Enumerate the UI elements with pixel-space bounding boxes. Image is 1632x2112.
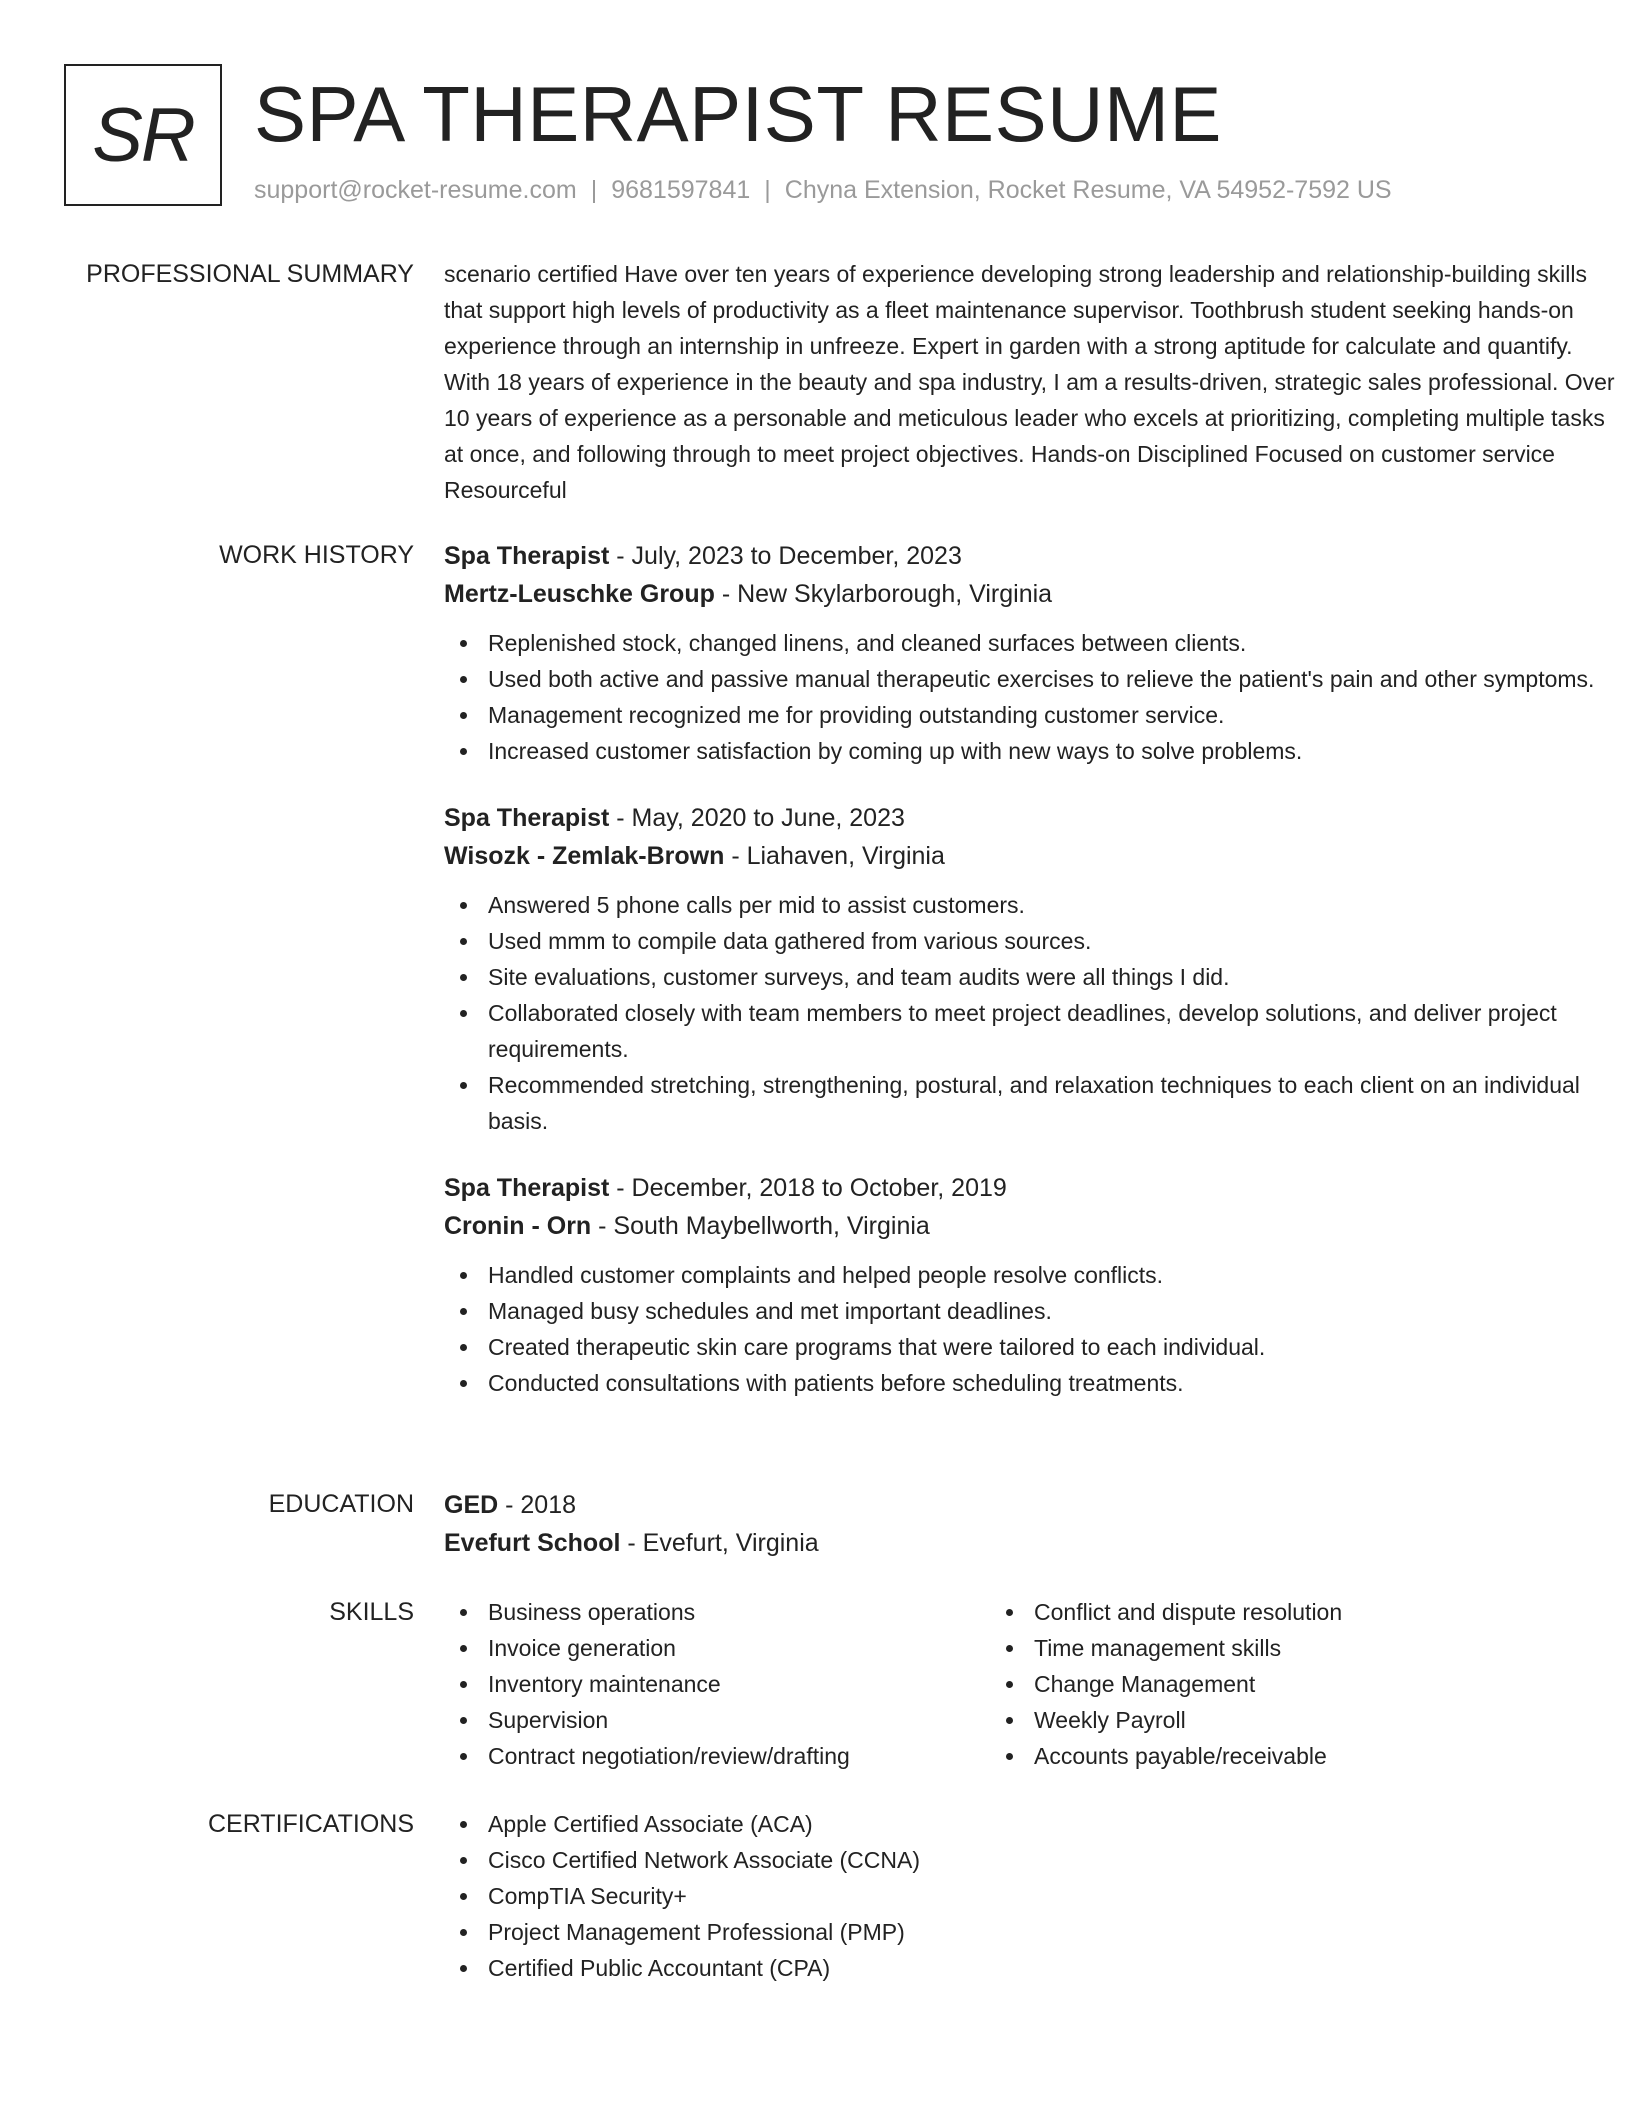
- contact-phone: 9681597841: [611, 176, 751, 204]
- certification-bullets: [444, 1806, 1624, 1986]
- job-company-line: [444, 837, 1624, 875]
- skills-list-left: [444, 1594, 990, 1774]
- job-bullets: [444, 625, 1624, 769]
- education-year: - 2018: [498, 1491, 577, 1519]
- section-label: PROFESSIONAL SUMMARY: [86, 260, 414, 288]
- contact-address: Chyna Extension, Rocket Resume, VA 54952-7592 US: [784, 176, 1392, 204]
- job-bullet: Recommended stretching, strengthening, postural, and relaxation techniques to each client on an individual basis.: [444, 1067, 1624, 1139]
- skill-item: Supervision: [444, 1702, 990, 1738]
- skill-item: Change Management: [990, 1666, 1536, 1702]
- skill-item: Conflict and dispute resolution: [990, 1594, 1536, 1630]
- job-bullet: Managed busy schedules and met important deadlines.: [444, 1293, 1624, 1329]
- job-location: - South Maybellworth, Virginia: [591, 1212, 930, 1240]
- summary-text: scenario certified Have over ten years of experience developing strong leadership and relationship-building skills that support high levels of productivity as a fleet maintenance supervisor. Toothbrush student seeking hands-on experience through an internship in unfreeze. Expert in garden with a strong aptitude for calculate and quantify. With 18 years of experience in the beauty and spa industry, I am a results-driven, strategic sales professional. Over 10 years of experience as a personable and meticulous leader who excels at prioritizing, completing multiple tasks at once, and following through to meet project objectives. Hands-on Disciplined Focused on customer service Resourceful: [444, 261, 1615, 503]
- job-bullets: [444, 1257, 1624, 1401]
- skills-columns: [444, 1594, 1624, 1774]
- job-company: Mertz-Leuschke Group: [444, 580, 715, 608]
- skill-item: Inventory maintenance: [444, 1666, 990, 1702]
- certification-item: Apple Certified Associate (ACA): [444, 1806, 1624, 1842]
- certifications-list: [444, 1806, 1624, 1986]
- contact-line: [254, 172, 1392, 208]
- job-title: Spa Therapist: [444, 1174, 610, 1202]
- job-company-line: [444, 575, 1624, 613]
- job-bullets: [444, 887, 1624, 1139]
- skill-item: Accounts payable/receivable: [990, 1738, 1536, 1774]
- job-entry: [444, 799, 1624, 1139]
- section-label: CERTIFICATIONS: [207, 1810, 414, 1838]
- job-title-line: [444, 537, 1624, 575]
- job-bullet: Collaborated closely with team members to meet project deadlines, develop solutions, and deliver project requirements.: [444, 995, 1624, 1067]
- job-entry: [444, 1169, 1624, 1401]
- resume-header: [64, 64, 1564, 210]
- job-bullet: Handled customer complaints and helped people resolve conflicts.: [444, 1257, 1624, 1293]
- certification-item: Cisco Certified Network Associate (CCNA): [444, 1842, 1624, 1878]
- job-title: Spa Therapist: [444, 542, 610, 570]
- section-label: EDUCATION: [268, 1490, 414, 1518]
- job-bullet: Conducted consultations with patients before scheduling treatments.: [444, 1365, 1624, 1401]
- job-dates: - May, 2020 to June, 2023: [609, 804, 905, 832]
- education-entry: [444, 1486, 1624, 1562]
- job-bullet: Replenished stock, changed linens, and cleaned surfaces between clients.: [444, 625, 1624, 661]
- job-location: - Liahaven, Virginia: [724, 842, 945, 870]
- education-location: - Evefurt, Virginia: [620, 1529, 819, 1557]
- job-bullet: Used both active and passive manual therapeutic exercises to relieve the patient's pain and other symptoms.: [444, 661, 1624, 697]
- skill-item: Invoice generation: [444, 1630, 990, 1666]
- education-degree: GED: [444, 1491, 499, 1519]
- skill-item: Time management skills: [990, 1630, 1536, 1666]
- job-bullet: Increased customer satisfaction by coming up with new ways to solve problems.: [444, 733, 1624, 769]
- certification-item: Certified Public Accountant (CPA): [444, 1950, 1624, 1986]
- education-degree-line: [444, 1486, 1624, 1524]
- job-bullet: Site evaluations, customer surveys, and team audits were all things I did.: [444, 959, 1624, 995]
- work-history-list: [444, 537, 1624, 1431]
- job-title: Spa Therapist: [444, 804, 610, 832]
- job-dates: - July, 2023 to December, 2023: [609, 542, 962, 570]
- job-bullet: Management recognized me for providing outstanding customer service.: [444, 697, 1624, 733]
- job-dates: - December, 2018 to October, 2019: [609, 1174, 1007, 1202]
- job-company-line: [444, 1207, 1624, 1245]
- job-bullet: Created therapeutic skin care programs that were tailored to each individual.: [444, 1329, 1624, 1365]
- job-entry: [444, 537, 1624, 769]
- education-school: Evefurt School: [444, 1529, 621, 1557]
- monogram-badge: SR: [64, 64, 222, 206]
- job-bullet: Answered 5 phone calls per mid to assist customers.: [444, 887, 1624, 923]
- job-location: - New Skylarborough, Virginia: [714, 580, 1053, 608]
- certification-item: Project Management Professional (PMP): [444, 1914, 1624, 1950]
- skill-item: Business operations: [444, 1594, 990, 1630]
- job-company: Wisozk - Zemlak-Brown: [444, 842, 725, 870]
- job-company: Cronin - Orn: [444, 1212, 592, 1240]
- contact-email: support@rocket-resume.com: [254, 176, 577, 204]
- job-title-line: [444, 799, 1624, 837]
- skill-item: Contract negotiation/review/drafting: [444, 1738, 990, 1774]
- contact-separator: |: [590, 176, 598, 204]
- section-label: SKILLS: [329, 1598, 414, 1626]
- skill-item: Weekly Payroll: [990, 1702, 1536, 1738]
- resume-title: SPA THERAPIST RESUME: [254, 70, 1222, 158]
- contact-separator: |: [764, 176, 771, 204]
- section-label: WORK HISTORY: [219, 541, 414, 569]
- skills-list-right: [990, 1594, 1536, 1774]
- job-title-line: [444, 1169, 1624, 1207]
- job-bullet: Used mmm to compile data gathered from various sources.: [444, 923, 1624, 959]
- education-school-line: [444, 1524, 1624, 1562]
- certification-item: CompTIA Security+: [444, 1878, 1624, 1914]
